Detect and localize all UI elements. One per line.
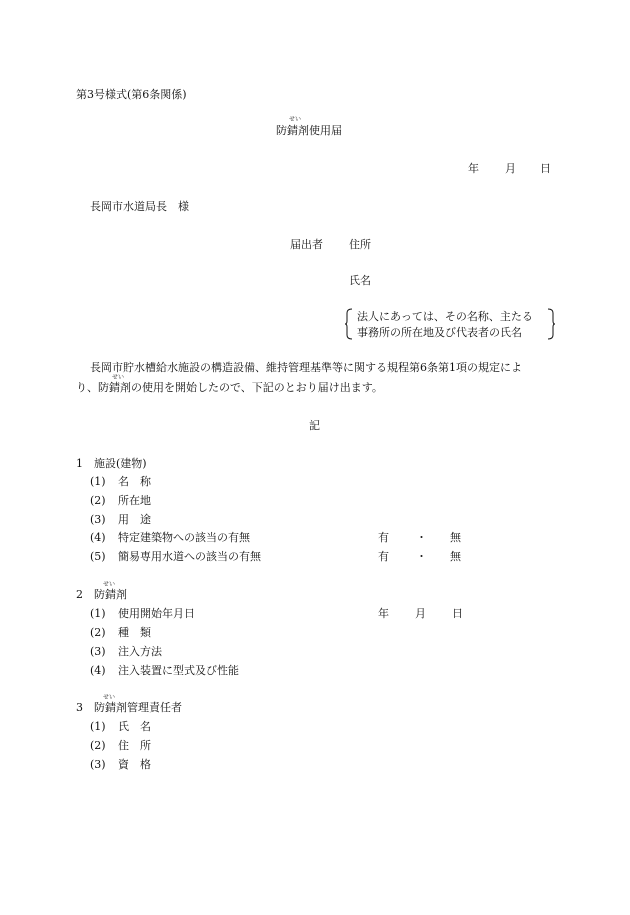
left-bracket-icon [345,308,353,340]
date-day: 日 [540,162,551,175]
start-month: 月 [415,607,426,620]
item-number: (1) [90,607,106,620]
option-separator: ・ [416,531,427,544]
start-year: 年 [378,607,389,620]
item-label: 名 称 [118,475,151,488]
section3-title: 3 防錆剤管理責任者 [76,701,182,714]
item-number: (3) [90,513,106,526]
no-option: 無 [450,531,461,544]
item-number: (2) [90,626,106,639]
item-number: (1) [90,720,106,733]
item-number: (5) [90,550,106,563]
item-label: 注入装置に型式及び性能 [118,664,239,677]
section2-title: 2 防錆剤 [76,588,127,601]
body-text-line1: 長岡市貯水槽給水施設の構造設備、維持管理基準等に関する規程第6条第1項の規定によ [90,361,522,374]
item-label: 使用開始年月日 [118,607,195,620]
corporate-note-line1: 法人にあっては、その名称、主たる [357,310,533,323]
section1-title: 1 施設(建物) [76,457,147,470]
body-ruby: せい [112,374,125,381]
option-separator: ・ [416,550,427,563]
page-title: 防錆剤使用届 [276,124,342,137]
item-label: 用 途 [118,513,151,526]
yes-option: 有 [378,531,389,544]
item-label: 所在地 [118,494,151,507]
form-number: 第3号様式(第6条関係) [76,88,187,101]
body-text-line2: り、防錆剤の使用を開始したので、下記のとおり届け出ます。 [76,381,383,394]
section2-ruby: せい [103,581,116,588]
title-ruby: せい [289,116,302,123]
item-label: 特定建築物への該当の有無 [118,531,250,544]
applicant-name-label: 氏名 [349,274,371,287]
item-label: 注入方法 [118,645,162,658]
date-month: 月 [505,162,516,175]
section3-ruby: せい [103,694,116,701]
item-label: 氏 名 [118,720,151,733]
item-number: (4) [90,664,106,677]
ki-heading: 記 [309,419,320,432]
item-label: 種 類 [118,626,151,639]
yes-option: 有 [378,550,389,563]
item-number: (1) [90,475,106,488]
right-bracket-icon [547,308,555,340]
corporate-note-line2: 事務所の所在地及び代表者の氏名 [357,326,522,339]
no-option: 無 [450,550,461,563]
item-label: 資 格 [118,758,151,771]
applicant-address-label: 住所 [349,238,371,251]
item-number: (4) [90,531,106,544]
start-day: 日 [452,607,463,620]
addressee: 長岡市水道局長 様 [90,200,189,213]
item-number: (2) [90,739,106,752]
date-year: 年 [468,162,479,175]
applicant-label: 届出者 [290,238,323,251]
item-number: (3) [90,645,106,658]
item-number: (3) [90,758,106,771]
item-label: 住 所 [118,739,151,752]
item-number: (2) [90,494,106,507]
item-label: 簡易専用水道への該当の有無 [118,550,261,563]
